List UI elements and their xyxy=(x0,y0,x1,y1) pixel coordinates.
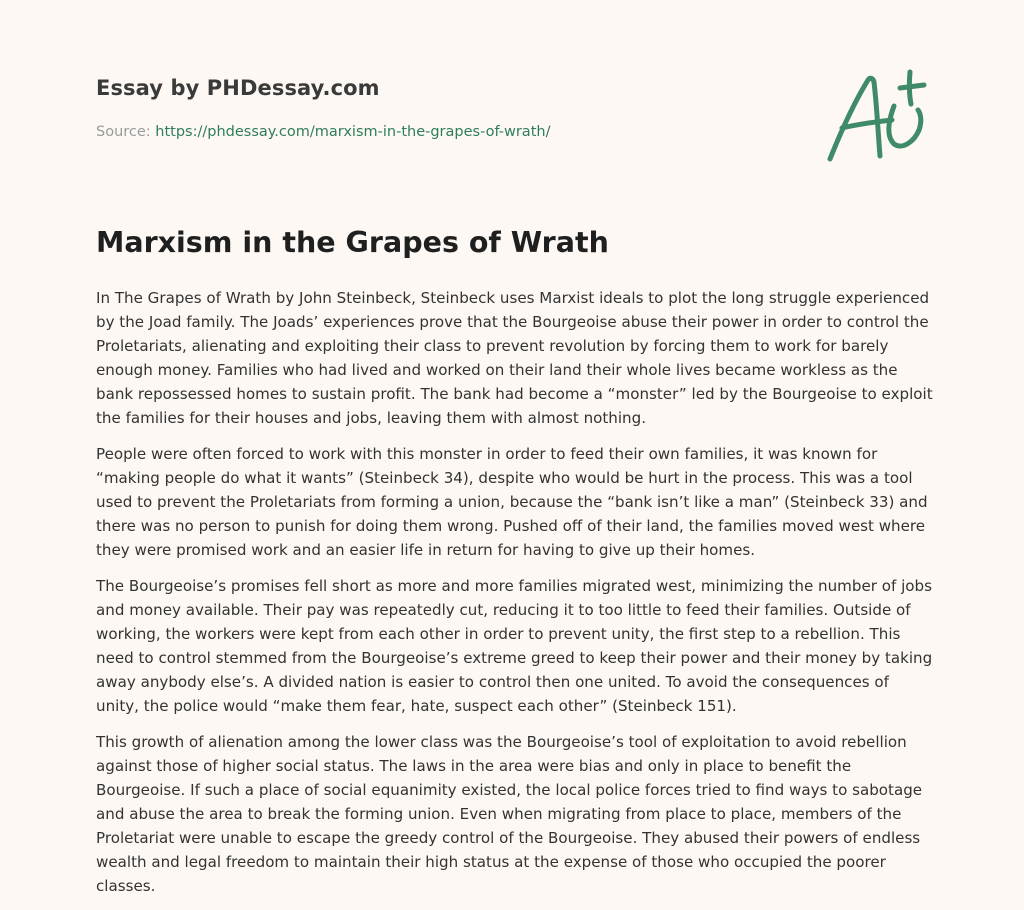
source-link[interactable]: https://phdessay.com/marxism-in-the-grapes-of-wrath/ xyxy=(155,124,551,140)
essay-paragraph: People were often forced to work with this monster in order to feed their own families, it was known for “making people do what it wants” (Steinbeck 34), despite who would be hurt in the process. This was a tool used to prevent the Proletariats from forming a union, because the “bank isn’t like a man” (Steinbeck 33) and there was no person to punish for doing them wrong. Pushed off of their land, the families moved west where they were promised work and an easier life in return for having to give up their homes. xyxy=(96,445,928,559)
a-plus-logo-icon xyxy=(820,66,930,166)
essay-body xyxy=(96,286,936,910)
essay-paragraph: The Bourgeoise’s promises fell short as more and more families migrated west, minimizing the number of jobs and money available. Their pay was repeatedly cut, reducing it to too little to feed their families. Outside of working, the workers were kept from each other in order to prevent unity, the first step to a rebellion. This need to control stemmed from the Bourgeoise’s extreme greed to keep their power and their money by taking away anybody else’s. A divided nation is easier to control then one united. To avoid the consequences of unity, the police would “make them fear, hate, suspect each other” (Steinbeck 151). xyxy=(96,577,933,715)
essay-title: Marxism in the Grapes of Wrath xyxy=(96,226,609,259)
source-label: Source: xyxy=(96,124,156,140)
essay-paragraph: In The Grapes of Wrath by John Steinbeck, Steinbeck uses Marxist ideals to plot the long struggle experienced by the Joad family. The Joads’ experiences prove that the Bourgeoise abuse their power in order to control the Proletariats, alienating and exploiting their class to prevent revolution by forcing them to work for barely enough money. Families who had lived and worked on their land their whole lives became workless as the bank repossessed homes to sustain profit. The bank had become a “monster” led by the Bourgeoise to exploit the families for their houses and jobs, leaving them with almost nothing. xyxy=(96,289,933,427)
site-title: Essay by PHDessay.com xyxy=(96,76,380,100)
source-line xyxy=(96,124,550,140)
essay-paragraph: This growth of alienation among the lower class was the Bourgeoise’s tool of exploitation to avoid rebellion against those of higher social status. The laws in the area were bias and only in place to benefit the Bourgeoise. If such a place of social equanimity existed, the local police forces tried to find ways to sabotage and abuse the area to break the forming union. Even when migrating from place to place, members of the Proletariat were unable to escape the greedy control of the Bourgeoise. They abused their powers of endless wealth and legal freedom to maintain their high status at the expense of those who occupied the poorer classes. xyxy=(96,733,923,895)
